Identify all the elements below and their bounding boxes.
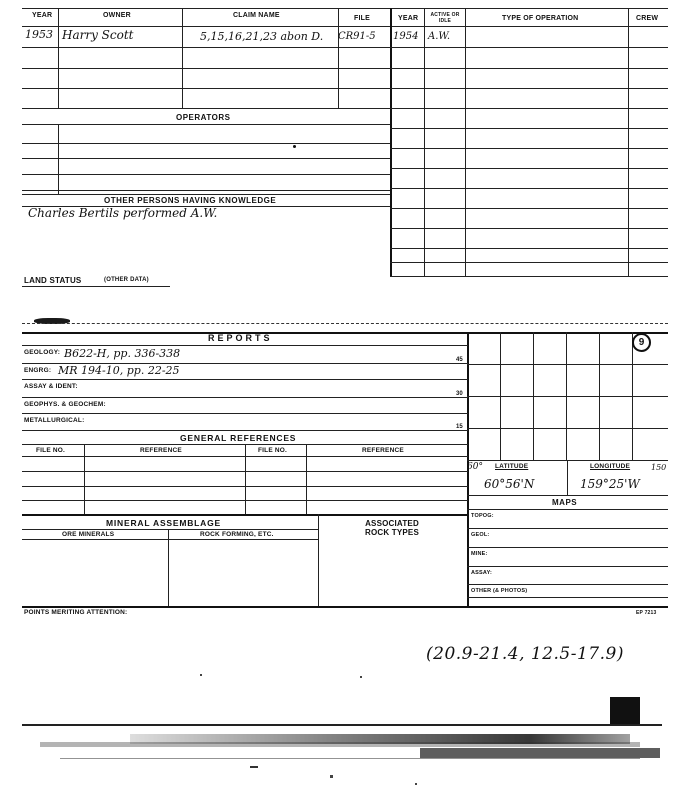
speck bbox=[293, 145, 296, 148]
entry-active: A.W. bbox=[428, 31, 451, 42]
ore-minerals-label: ORE MINERALS bbox=[62, 531, 115, 538]
maps-assay: ASSAY: bbox=[471, 570, 493, 576]
ref-file-no-2: FILE NO. bbox=[258, 447, 288, 454]
header-year-2: YEAR bbox=[398, 15, 419, 22]
maps-geol: GEOL: bbox=[471, 532, 490, 538]
ref-reference: REFERENCE bbox=[140, 447, 182, 454]
grid-corner-number: 9 bbox=[632, 333, 651, 352]
entry-file: CR91-5 bbox=[338, 31, 376, 42]
engrg-label: ENGRG: bbox=[24, 367, 52, 374]
header-owner: OWNER bbox=[103, 12, 131, 19]
entry-year: 1953 bbox=[25, 28, 53, 41]
engrg-value: MR 194-10, pp. 22-25 bbox=[58, 364, 180, 377]
maps-other: OTHER (& PHOTOS) bbox=[471, 588, 528, 594]
maps-heading: MAPS bbox=[552, 498, 578, 507]
entry-claim-name: 5,15,16,21,23 abon D. bbox=[200, 30, 324, 43]
lon-prefix: 150 bbox=[651, 463, 667, 472]
header-claim-name: CLAIM NAME bbox=[233, 12, 280, 19]
header-type-of-operation: TYPE OF OPERATION bbox=[502, 15, 579, 22]
points-meriting-attention: POINTS MERITING ATTENTION: bbox=[24, 609, 128, 616]
reports-heading: REPORTS bbox=[208, 333, 273, 343]
maps-topog: TOPOG: bbox=[471, 513, 494, 519]
other-persons-heading: OTHER PERSONS HAVING KNOWLEDGE bbox=[104, 196, 277, 205]
entry-owner: Harry Scott bbox=[62, 28, 134, 42]
longitude-label: LONGITUDE bbox=[590, 463, 631, 470]
land-status-sub: (OTHER DATA) bbox=[104, 277, 149, 283]
number-15: 15 bbox=[456, 424, 463, 430]
header-crew: CREW bbox=[636, 15, 659, 22]
ref-file-no: FILE NO. bbox=[36, 447, 66, 454]
rock-forming-label: ROCK FORMING, ETC. bbox=[200, 531, 274, 538]
operators-heading: OPERATORS bbox=[176, 113, 231, 122]
mineral-assemblage-heading: MINERAL ASSEMBLAGE bbox=[106, 518, 221, 528]
number-45: 45 bbox=[456, 357, 463, 363]
ref-reference-2: REFERENCE bbox=[362, 447, 404, 454]
latitude-value: 60°56'N bbox=[484, 477, 535, 491]
geophys-label: GEOPHYS. & GEOCHEM: bbox=[24, 401, 106, 408]
metallurgical-label: METALLURGICAL: bbox=[24, 417, 85, 424]
lat-prefix: 60° bbox=[467, 462, 483, 472]
geology-label: GEOLOGY: bbox=[24, 349, 61, 356]
form-number: EP 7213 bbox=[636, 610, 657, 616]
handwritten-coordinates: (20.9-21.4, 12.5-17.9) bbox=[426, 644, 624, 664]
associated-rock-types-label: ASSOCIATED ROCK TYPES bbox=[364, 519, 419, 537]
general-references-heading: GENERAL REFERENCES bbox=[180, 433, 297, 443]
assay-label: ASSAY & IDENT: bbox=[24, 383, 78, 390]
longitude-value: 159°25'W bbox=[580, 477, 640, 491]
latitude-label: LATITUDE bbox=[495, 463, 529, 470]
geology-value: B622-H, pp. 336-338 bbox=[64, 347, 181, 360]
maps-mine: MINE: bbox=[471, 551, 488, 557]
entry-year-2: 1954 bbox=[393, 31, 419, 42]
header-file: FILE bbox=[354, 15, 370, 22]
header-year: YEAR bbox=[32, 12, 53, 19]
header-active-or-idle: ACTIVE OR IDLE bbox=[430, 12, 460, 24]
land-status-label: LAND STATUS bbox=[24, 276, 82, 285]
number-30: 30 bbox=[456, 391, 463, 397]
other-persons-entry: Charles Bertils performed A.W. bbox=[28, 206, 218, 220]
